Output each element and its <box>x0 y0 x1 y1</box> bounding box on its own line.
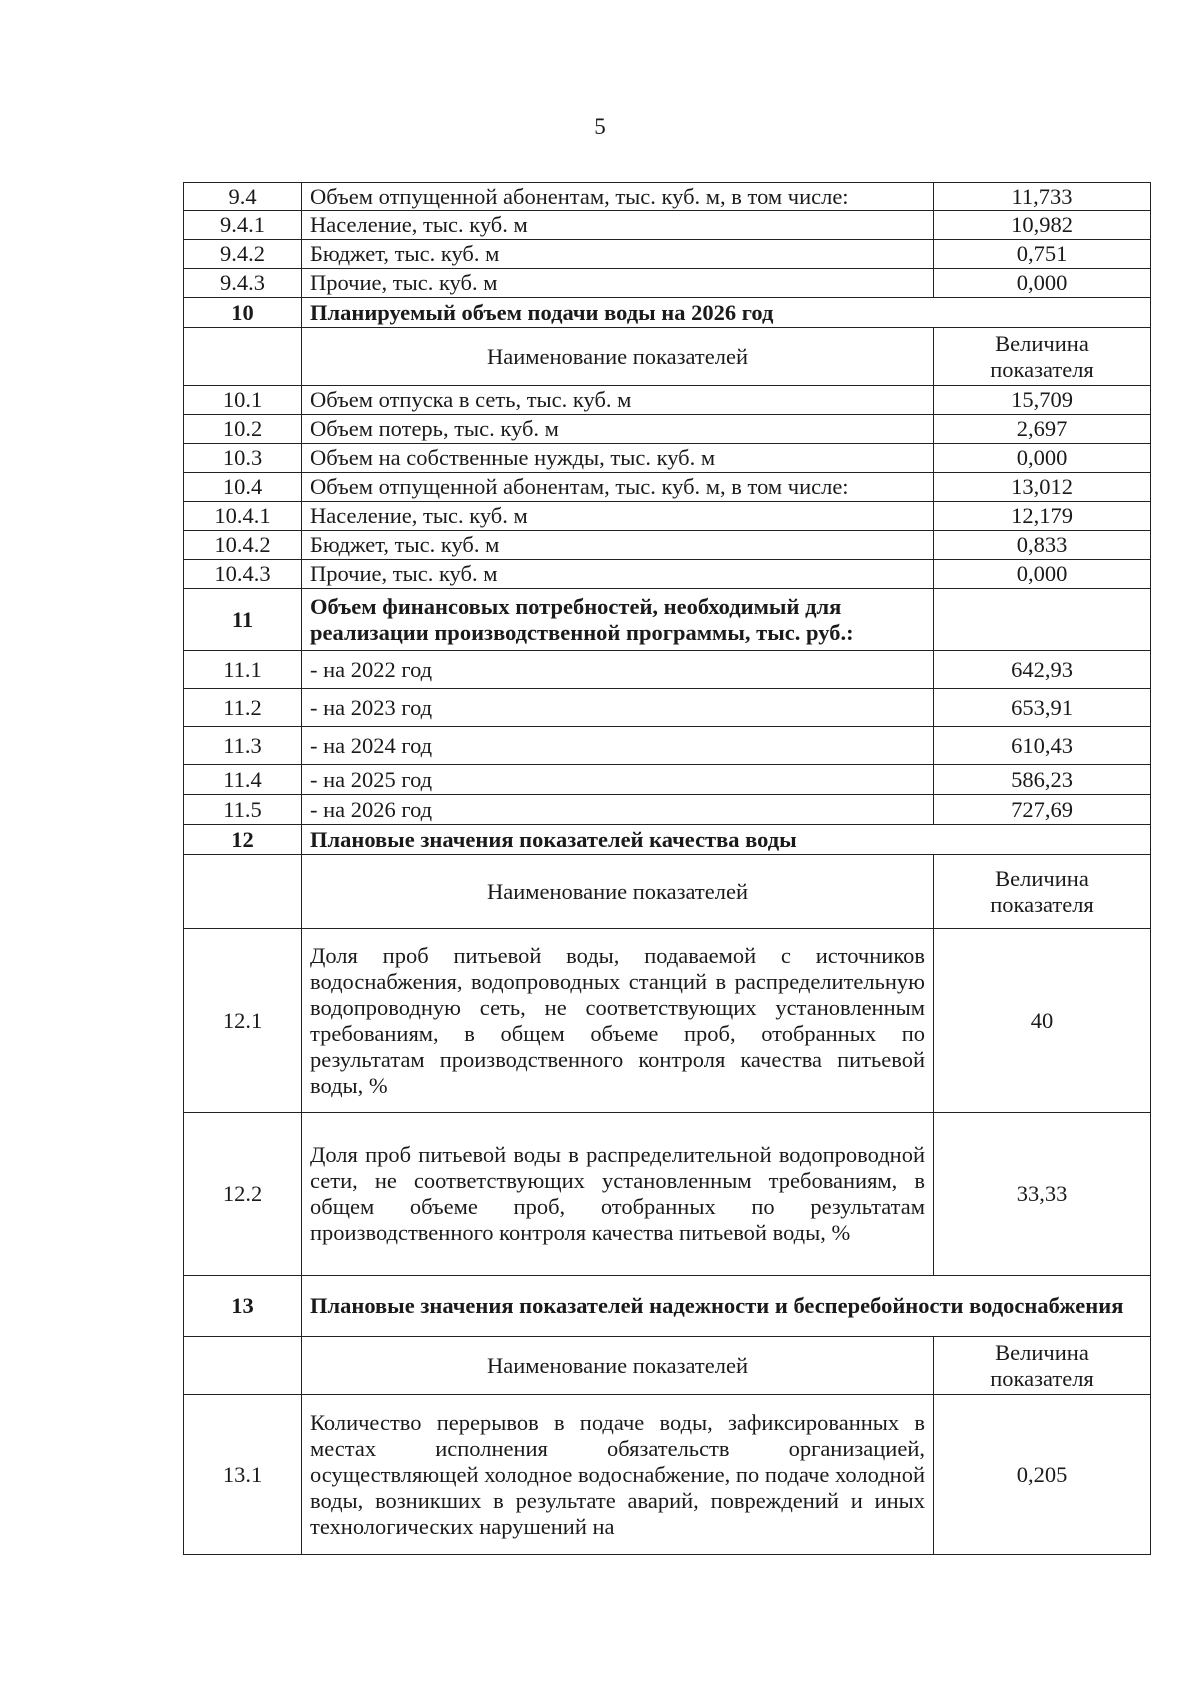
indicator-value: 653,91 <box>934 689 1151 727</box>
indicator-value: 0,751 <box>934 240 1151 269</box>
indicator-name: - на 2026 год <box>302 795 934 825</box>
table-row <box>184 560 1151 589</box>
column-header-value: Величина показателя <box>934 328 1151 386</box>
indicators-table-body <box>184 183 1151 1555</box>
indicator-name: - на 2024 год <box>302 727 934 765</box>
row-number: 10.4.2 <box>184 531 302 560</box>
indicator-value: 11,733 <box>934 183 1151 211</box>
row-number: 11.1 <box>184 651 302 689</box>
indicator-value: 0,205 <box>934 1395 1151 1555</box>
indicator-value: 12,179 <box>934 502 1151 531</box>
indicator-name: - на 2023 год <box>302 689 934 727</box>
indicators-table <box>183 182 1151 1555</box>
indicator-name: - на 2022 год <box>302 651 934 689</box>
indicator-value: 0,000 <box>934 560 1151 589</box>
indicator-value: 610,43 <box>934 727 1151 765</box>
column-header-name: Наименование показателей <box>302 1337 934 1395</box>
column-header-value: Величина показателя <box>934 1337 1151 1395</box>
table-row <box>184 211 1151 240</box>
table-row <box>184 689 1151 727</box>
indicator-name: Количество перерывов в подаче воды, зафиксированных в местах исполнения обязательств организацией, осуществляющей холодное водоснабжение, по подаче холодной воды, возникших в результате аварий, повреждений и иных технологических нарушений на <box>302 1395 934 1555</box>
indicator-name: Объем отпущенной абонентам, тыс. куб. м, в том числе: <box>302 183 934 211</box>
row-number: 11.3 <box>184 727 302 765</box>
indicator-value: 2,697 <box>934 415 1151 444</box>
column-header-name: Наименование показателей <box>302 328 934 386</box>
indicator-value: 33,33 <box>934 1113 1151 1276</box>
indicator-name: Прочие, тыс. куб. м <box>302 560 934 589</box>
table-row <box>184 386 1151 415</box>
table-row <box>184 298 1151 328</box>
indicator-name: Бюджет, тыс. куб. м <box>302 531 934 560</box>
section-number: 11 <box>184 589 302 651</box>
row-number: 12.2 <box>184 1113 302 1276</box>
section-title: Плановые значения показателей надежности и бесперебойности водоснабжения <box>302 1276 1151 1337</box>
row-number: 11.4 <box>184 765 302 795</box>
indicator-value: 40 <box>934 929 1151 1113</box>
table-row <box>184 240 1151 269</box>
section-title: Плановые значения показателей качества воды <box>302 825 1151 855</box>
header-empty-cell <box>184 855 302 929</box>
row-number: 10.1 <box>184 386 302 415</box>
table-row <box>184 444 1151 473</box>
indicator-value: 0,833 <box>934 531 1151 560</box>
table-row <box>184 1395 1151 1555</box>
table-row <box>184 1337 1151 1395</box>
header-empty-cell <box>184 328 302 386</box>
row-number: 11.5 <box>184 795 302 825</box>
indicator-name: Объем потерь, тыс. куб. м <box>302 415 934 444</box>
column-header-name: Наименование показателей <box>302 855 934 929</box>
indicator-value: 642,93 <box>934 651 1151 689</box>
row-number: 11.2 <box>184 689 302 727</box>
section-title: Объем финансовых потребностей, необходимый для реализации производственной программы, тыс. руб.: <box>302 589 934 651</box>
indicator-name: Прочие, тыс. куб. м <box>302 269 934 298</box>
table-row <box>184 795 1151 825</box>
table-row <box>184 415 1151 444</box>
table-row <box>184 929 1151 1113</box>
row-number: 10.4.3 <box>184 560 302 589</box>
indicator-name: Доля проб питьевой воды, подаваемой с источников водоснабжения, водопроводных станций в распределительную водопроводную сеть, не соответствующих установленным требованиям, в общем объеме проб, отобранных по результатам производственного контроля качества питьевой воды, % <box>302 929 934 1113</box>
row-number: 10.4 <box>184 473 302 502</box>
indicator-name: Бюджет, тыс. куб. м <box>302 240 934 269</box>
table-row <box>184 825 1151 855</box>
table-row <box>184 589 1151 651</box>
row-number: 9.4.1 <box>184 211 302 240</box>
table-row <box>184 1113 1151 1276</box>
row-number: 10.4.1 <box>184 502 302 531</box>
page-number: 5 <box>594 114 606 139</box>
table-row <box>184 727 1151 765</box>
indicator-name: Объем на собственные нужды, тыс. куб. м <box>302 444 934 473</box>
row-number: 10.3 <box>184 444 302 473</box>
table-row <box>184 269 1151 298</box>
indicator-value: 10,982 <box>934 211 1151 240</box>
indicator-name: Население, тыс. куб. м <box>302 211 934 240</box>
row-number: 13.1 <box>184 1395 302 1555</box>
table-row <box>184 473 1151 502</box>
indicator-value: 586,23 <box>934 765 1151 795</box>
row-number: 9.4.3 <box>184 269 302 298</box>
table-row <box>184 531 1151 560</box>
indicator-value: 13,012 <box>934 473 1151 502</box>
section-title: Планируемый объем подачи воды на 2026 год <box>302 298 1151 328</box>
section-number: 12 <box>184 825 302 855</box>
table-row <box>184 502 1151 531</box>
indicator-name: Население, тыс. куб. м <box>302 502 934 531</box>
row-number: 9.4 <box>184 183 302 211</box>
header-empty-cell <box>184 1337 302 1395</box>
table-row <box>184 328 1151 386</box>
table-row <box>184 1276 1151 1337</box>
indicator-value: 727,69 <box>934 795 1151 825</box>
table-row <box>184 855 1151 929</box>
row-number: 9.4.2 <box>184 240 302 269</box>
indicator-name: Объем отпущенной абонентам, тыс. куб. м, в том числе: <box>302 473 934 502</box>
indicator-name: - на 2025 год <box>302 765 934 795</box>
table-row <box>184 651 1151 689</box>
indicator-name: Доля проб питьевой воды в распределительной водопроводной сети, не соответствующих установленным требованиям, в общем объеме проб, отобранных по результатам производственного контроля качества питьевой воды, % <box>302 1113 934 1276</box>
indicator-value: 0,000 <box>934 269 1151 298</box>
row-number: 12.1 <box>184 929 302 1113</box>
row-number: 10.2 <box>184 415 302 444</box>
table-row <box>184 183 1151 211</box>
column-header-value: Величина показателя <box>934 855 1151 929</box>
indicator-name: Объем отпуска в сеть, тыс. куб. м <box>302 386 934 415</box>
section-number: 13 <box>184 1276 302 1337</box>
indicator-value <box>934 589 1151 651</box>
indicator-value: 0,000 <box>934 444 1151 473</box>
section-number: 10 <box>184 298 302 328</box>
table-row <box>184 765 1151 795</box>
indicator-value: 15,709 <box>934 386 1151 415</box>
